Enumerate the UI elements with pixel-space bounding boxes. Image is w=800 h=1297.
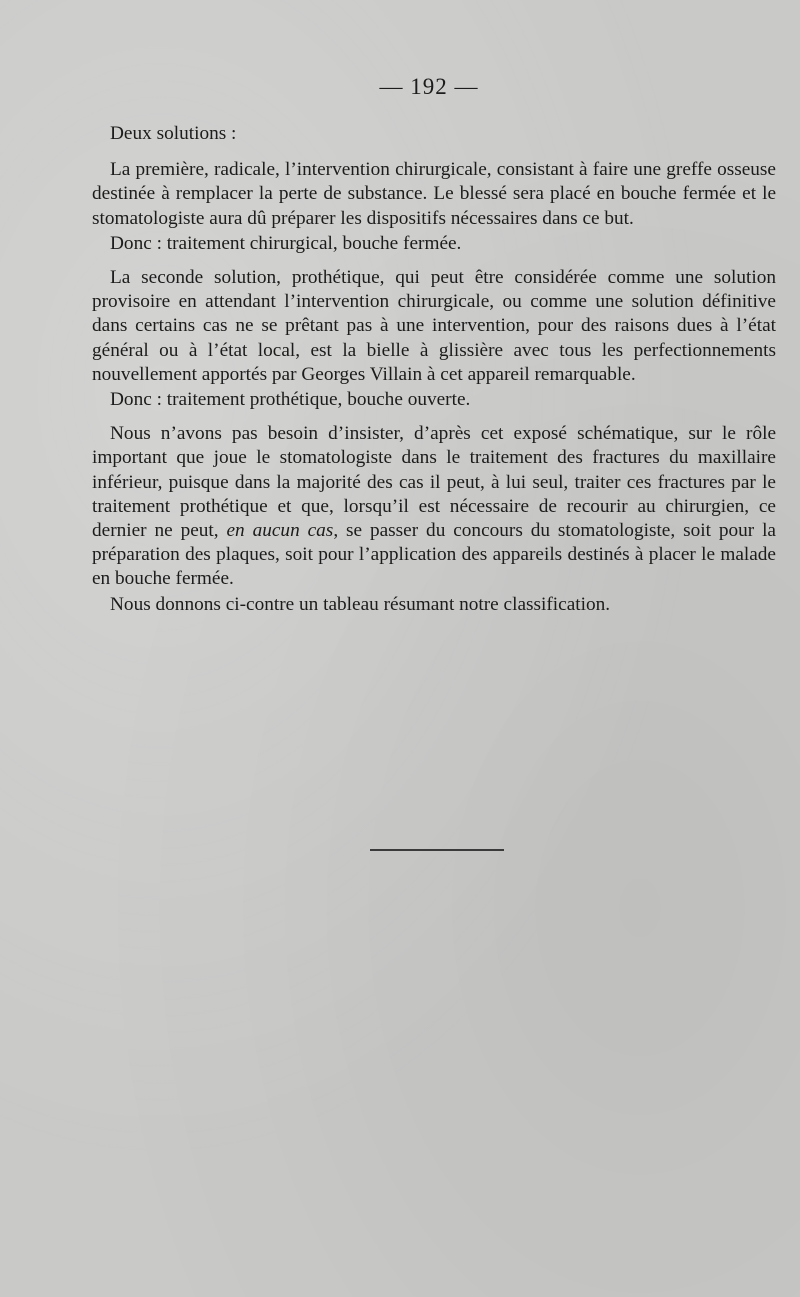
paragraph-nous-avons-before: Nous n’avons pas besoin d’insister, d’après cet exposé schématique, sur le rôle important que joue le stomatologiste dans le traitement des fractures du maxillaire inférieur, puisque dans la majorité des cas il peut, à lui seul, traiter ces fractures par le traitement prothétique et que, lorsqu’il est nécessaire de recourir au chirurgien, ce dernier ne peut, [92, 423, 776, 542]
paragraph-nous-avons [92, 422, 776, 591]
paragraph-tableau: Nous donnons ci-contre un tableau résumant notre classification. [110, 593, 611, 615]
end-rule [370, 849, 504, 851]
paragraph-seconde-solution: La seconde solution, prothétique, qui peut être considérée comme une solution provisoire en attendant l’intervention chirurgicale, ou comme une solution définitive dans certains cas ne se prêtant pas à une intervention, pour des raisons dues à l’état général ou à l’état local, est la bielle à glissière avec tous les perfectionnements nouvellement apportés par Georges Villain à cet appareil remarquable. [92, 267, 776, 385]
body-text [92, 122, 776, 617]
emphasis-en-aucun-cas: en aucun cas [226, 520, 334, 542]
paragraph-nous-avons-after: , se passer du concours du stomatologiste, soit pour la préparation des plaques, soit pour l’application des appareils destinés à placer le malade en bouche fermée. [92, 520, 776, 590]
paragraph-donc-chirurgical: Donc : traitement chirurgical, bouche fermée. [110, 232, 462, 254]
paragraph-donc-prothetique: Donc : traitement prothétique, bouche ouverte. [110, 389, 471, 411]
paragraph-premiere-solution: La première, radicale, l’intervention chirurgicale, consistant à faire une greffe osseuse destinée à remplacer la perte de substance. Le blessé sera placé en bouche fermée et le stomatologiste aura dû préparer les dispositifs nécessaires dans ce but. [92, 159, 776, 229]
page-number: — 192 — [379, 74, 479, 99]
paragraph-deux-solutions: Deux solutions : [110, 123, 237, 144]
